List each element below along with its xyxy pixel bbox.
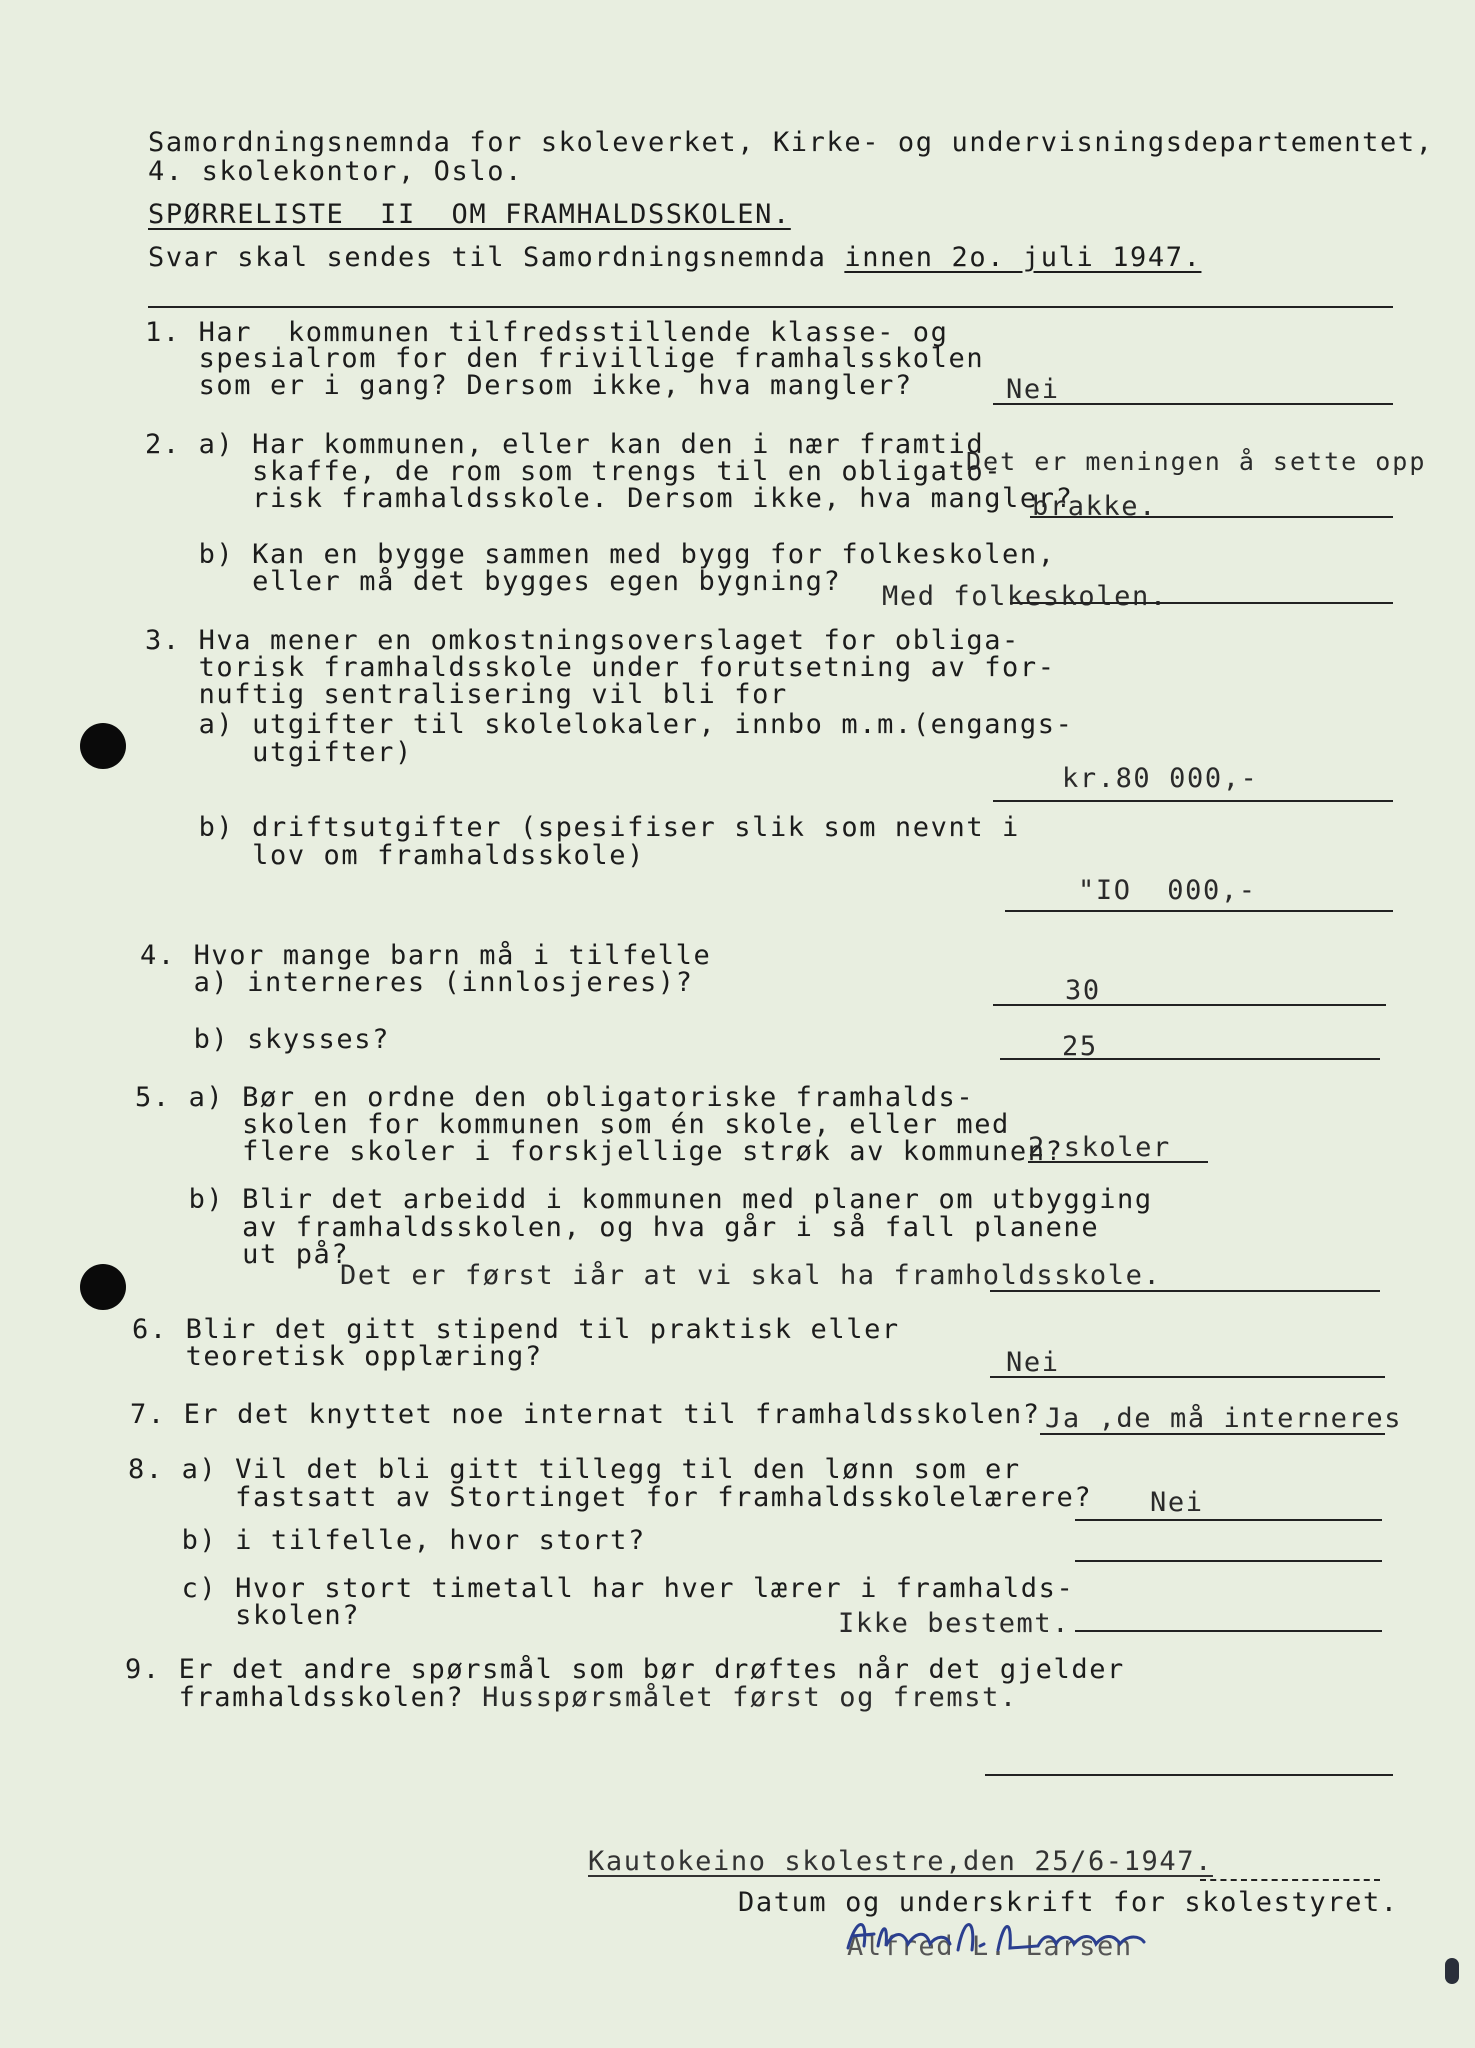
place-date: Kautokeino skolestre,den 25/6-1947. [588, 1846, 1213, 1877]
deadline-prefix: Svar skal sendes til Samordningsnemnda [148, 242, 845, 273]
edge-mark [1445, 1958, 1459, 1984]
header-line-2: 4. skolekontor, Oslo. [148, 156, 523, 187]
typed-signature-name: Alfred L. Larsen [847, 1931, 1133, 1962]
q6-line-1: 6. Blir det gitt stipend til praktisk eller [132, 1314, 900, 1345]
q5b-line-2: av framhaldsskolen, og hva går i så fall planene [135, 1212, 1100, 1243]
punch-hole-top [80, 723, 126, 769]
q5a-answer-rule [1028, 1161, 1208, 1163]
q2a-line-1: 2. a) Har kommunen, eller kan den i nær framtid [145, 429, 985, 460]
header-line-1: Samordningsnemnda for skoleverket, Kirke- og undervisningsdepartementet, [148, 127, 1434, 158]
q8c-line-1: c) Hvor stort timetall har hver lærer i framhalds- [128, 1573, 1075, 1604]
q8a-answer: Nei [1150, 1487, 1204, 1518]
q9-line-2 [125, 1683, 1018, 1713]
q4a-label: a) interneres (innlosjeres)? [140, 967, 694, 998]
deadline-line [148, 243, 1201, 273]
q5b-answer-rule [990, 1290, 1380, 1292]
q2a-answer-line-2: brakke. [1032, 491, 1157, 522]
q4a-answer: 30 [1065, 975, 1101, 1006]
q3b-answer: "IO 000,- [1078, 875, 1257, 906]
header-rule [148, 306, 1393, 308]
q8a-line-2: fastsatt av Stortinget for framhaldsskolelærere? [128, 1482, 1093, 1513]
q4b-answer: 25 [1062, 1031, 1098, 1062]
q3-line-3: nuftig sentralisering vil bli for [145, 679, 788, 710]
q6-answer-rule [990, 1376, 1385, 1378]
handwritten-signature-text: Alfred L. Larsen [838, 1965, 848, 1966]
q2a-answer-rule [1030, 516, 1393, 518]
q4a-answer-rule [993, 1004, 1386, 1006]
signature-caption: Datum og underskrift for skolestyret. [738, 1887, 1399, 1918]
q8b-answer-rule [1075, 1560, 1382, 1562]
q1-line-3: som er i gang? Dersom ikke, hva mangler? [145, 370, 913, 401]
q5b-line-3: ut på? [135, 1239, 350, 1270]
q8a-answer-rule [1075, 1519, 1382, 1521]
q3b-answer-rule [1005, 910, 1393, 912]
q2b-line-2: eller må det bygges egen bygning? [145, 566, 842, 597]
q9-answer-rule [985, 1774, 1393, 1776]
q2a-line-2: skaffe, de rom som trengs til en obligato- [145, 456, 1003, 487]
q5a-line-1: 5. a) Bør en ordne den obligatoriske framhalds- [135, 1082, 975, 1113]
place-date-rule [1200, 1879, 1380, 1881]
punch-hole-bottom [80, 1264, 126, 1310]
deadline-date: innen 2o. juli 1947. [844, 242, 1202, 273]
q3b-line-1: b) driftsutgifter (spesifiser slik som nevnt i [145, 812, 1020, 843]
q4b-label: b) skysses? [140, 1024, 390, 1055]
q6-line-2: teoretisk opplæring? [132, 1341, 543, 1372]
q5a-answer: 2 skoler [1028, 1132, 1171, 1163]
q8c-answer: Ikke bestemt. [838, 1608, 1071, 1639]
q4-line-1: 4. Hvor mange barn må i tilfelle [140, 940, 712, 971]
q2b-line-1: b) Kan en bygge sammen med bygg for folkeskolen, [145, 539, 1056, 570]
q8a-line-1: 8. a) Vil det bli gitt tillegg til den lønn som er [128, 1454, 1021, 1485]
q6-answer: Nei [1006, 1347, 1060, 1378]
q7-label: 7. Er det knyttet noe internat til framhaldsskolen? [130, 1399, 1041, 1430]
q2b-answer: Med folkeskolen. [882, 581, 1168, 612]
q9-line-1: 9. Er det andre spørsmål som bør drøftes når det gjelder [125, 1654, 1125, 1685]
q1-line-2: spesialrom for den frivillige framhalsskolen [145, 343, 985, 374]
q4b-answer-rule [1000, 1058, 1380, 1060]
q1-line-1: 1. Har kommunen tilfredsstillende klasse- og [145, 317, 949, 348]
q2b-answer-rule [1010, 602, 1393, 604]
q3b-line-2: lov om framhaldsskole) [145, 840, 645, 871]
q7-answer: Ja ,de må interneres [1045, 1403, 1403, 1434]
q3-line-1: 3. Hva mener en omkostningsoverslaget for obliga- [145, 625, 1020, 656]
q3a-answer: kr.80 000,- [1062, 763, 1259, 794]
q9-line-2-label: framhaldsskolen? [125, 1682, 465, 1713]
q5a-line-3: flere skoler i forskjellige strøk av kommunen? [135, 1136, 1064, 1167]
q3a-line-1: a) utgifter til skolelokaler, innbo m.m.(engangs- [145, 709, 1074, 740]
q1-answer-line [993, 403, 1393, 405]
q1-answer: Nei [1006, 374, 1060, 405]
q8c-answer-rule [1075, 1630, 1382, 1632]
q5b-line-1: b) Blir det arbeidd i kommunen med planer om utbygging [135, 1184, 1153, 1215]
q2a-line-3: risk framhaldsskole. Dersom ikke, hva mangler? [145, 483, 1074, 514]
q5b-answer: Det er først iår at vi skal ha framholdsskole. [340, 1260, 1162, 1291]
q3-line-2: torisk framhaldsskole under forutsetning av for- [145, 652, 1056, 683]
q8b-label: b) i tilfelle, hvor stort? [128, 1525, 646, 1556]
q9-answer: Husspørsmålet først og fremst. [482, 1682, 1018, 1713]
q5a-line-2: skolen for kommunen som én skole, eller med [135, 1109, 1010, 1140]
handwritten-signature [838, 1910, 1168, 1966]
q2a-answer-line-1: Det er meningen å sette opp [966, 447, 1427, 476]
q8c-line-2: skolen? [128, 1600, 361, 1631]
document-title: SPØRRELISTE II OM FRAMHALDSSKOLEN. [148, 199, 791, 230]
q7-answer-rule [1040, 1433, 1385, 1435]
q3a-line-2: utgifter) [145, 737, 413, 768]
q3a-answer-rule [993, 800, 1393, 802]
